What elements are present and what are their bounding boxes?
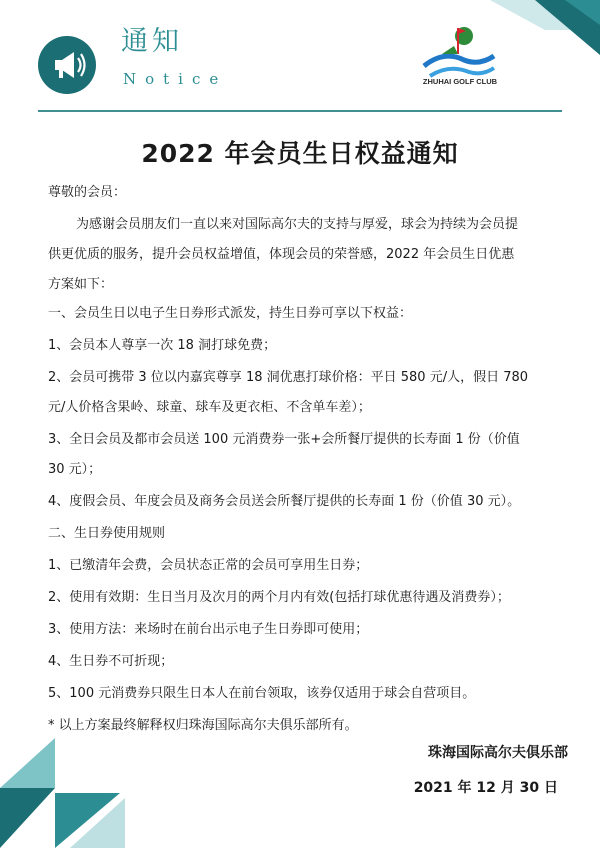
list-item: 2、使用有效期：生日当月及次月的两个月内有效(包括打球优惠待遇及消费券）； <box>48 590 510 605</box>
megaphone-badge <box>38 36 96 94</box>
list-item: 4、生日券不可折现； <box>48 654 174 669</box>
header-title: 通知 <box>121 26 183 57</box>
megaphone-icon <box>38 36 96 94</box>
intro-line: 为感谢会员朋友们一直以来对国际高尔夫的支持与厚爱，球会为持续为会员提 <box>76 217 519 232</box>
document-title: 2022 年会员生日权益通知 <box>141 139 459 168</box>
header-subtitle: Notice <box>123 70 228 88</box>
footnote: * 以上方案最终解释权归珠海国际高尔夫俱乐部所有。 <box>48 718 358 733</box>
section-heading: 二、生日券使用规则 <box>48 526 166 541</box>
list-item-continued: 元/人价格含果岭、球童、球车及更衣柜、不含单车差）； <box>48 400 371 415</box>
club-logo-text: ZHUHAI GOLF CLUB <box>422 77 498 86</box>
list-item: 1、会员本人尊享一次 18 洞打球免费； <box>48 338 277 353</box>
section-heading: 一、会员生日以电子生日券形式派发，持生日券可享以下权益： <box>48 306 413 321</box>
intro-line: 供更优质的服务，提升会员权益增值，体现会员的荣誉感，2022 年会员生日优惠 <box>48 247 515 262</box>
corner-decoration-bottom-left <box>0 738 130 848</box>
list-item: 4、度假会员、年度会员及商务会员送会所餐厅提供的长寿面 1 份（价值 30 元）。 <box>48 494 521 509</box>
list-item: 2、会员可携带 3 位以内嘉宾尊享 18 洞优惠打球价格：平日 580 元/人，假日 780 <box>48 370 529 385</box>
signature-organization: 珠海国际高尔夫俱乐部 <box>428 745 568 761</box>
signature-date: 2021 年 12 月 30 日 <box>413 780 558 796</box>
list-item-continued: 30 元）； <box>48 462 102 477</box>
list-item: 3、使用方法：来场时在前台出示电子生日券即可使用； <box>48 622 369 637</box>
document-body <box>48 182 568 736</box>
list-item: 1、已缴清年会费，会员状态正常的会员可享用生日券； <box>48 558 369 573</box>
header-divider <box>38 110 562 112</box>
list-item: 5、100 元消费券只限生日本人在前台领取，该券仅适用于球会自营项目。 <box>48 686 476 701</box>
list-item: 3、全日会员及都市会员送 100 元消费券一张+会所餐厅提供的长寿面 1 份（价值 <box>48 432 520 447</box>
intro-line: 方案如下： <box>48 277 114 292</box>
greeting: 尊敬的会员： <box>48 185 127 200</box>
